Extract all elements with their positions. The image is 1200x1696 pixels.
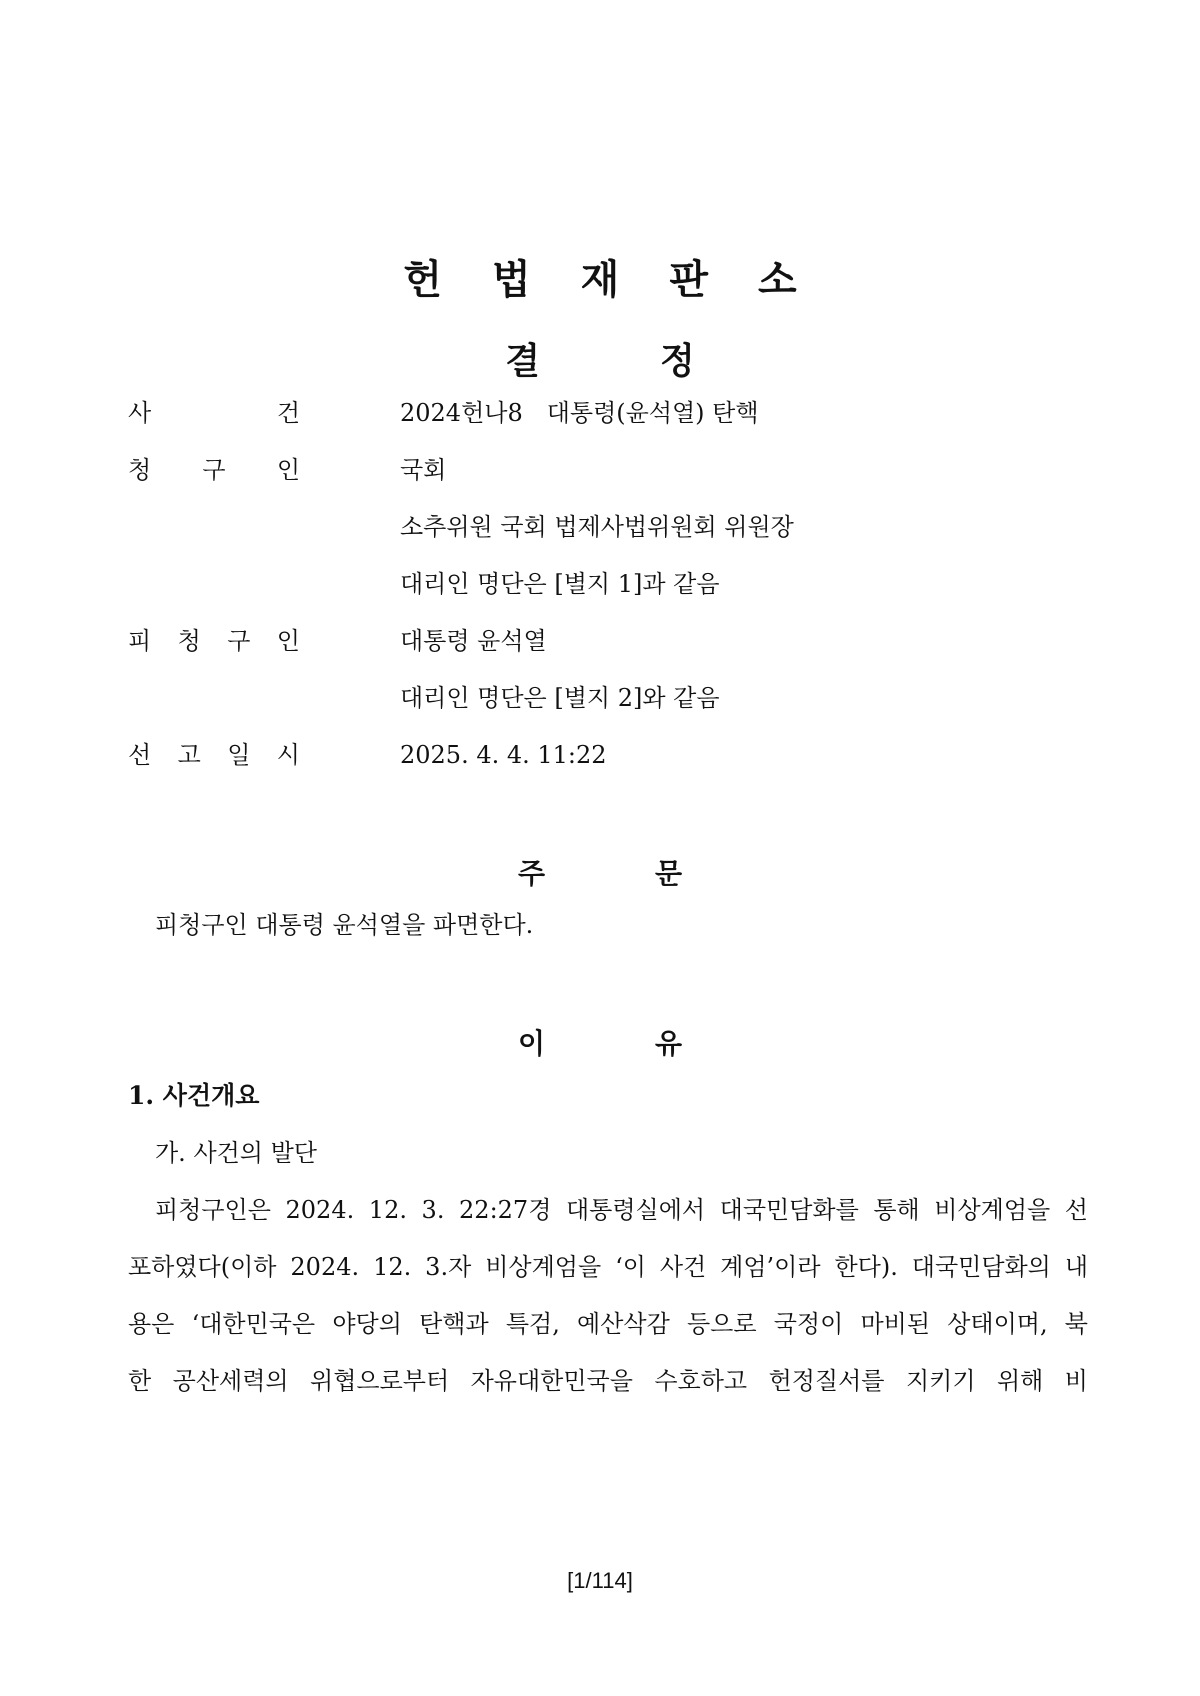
holding-heading: 주문 — [517, 857, 793, 890]
petitioner-label: 청 구 인 — [128, 456, 300, 484]
holding-text: 피청구인 대통령 윤석열을 파면한다. — [155, 911, 534, 939]
subsection-title: 가. 사건의 발단 — [155, 1139, 317, 1167]
court-name-char: 판 — [669, 257, 758, 303]
doc-type-char: 결 — [505, 341, 660, 382]
decision-date-label: 선 고 일 시 — [128, 741, 300, 769]
section-1-title: 1. 사건개요 — [128, 1081, 260, 1110]
petitioner-name: 국회 — [400, 456, 447, 484]
respondent-agents: 대리인 명단은 [별지 2]와 같음 — [400, 684, 720, 712]
court-name — [0, 248, 1200, 305]
petitioner-prosecutor: 소추위원 국회 법제사법위원회 위원장 — [400, 513, 794, 541]
court-name-char: 소 — [757, 257, 847, 303]
case-label: 사 건 — [128, 399, 300, 427]
paragraph-line: 피청구인은 2024. 12. 3. 22:27경 대통령실에서 대국민담화를 통해 비상계엄을 선 — [155, 1196, 1088, 1224]
respondent-name: 대통령 윤석열 — [400, 627, 547, 655]
paragraph-line: 용은 ‘대한민국은 야당의 탄핵과 특검, 예산삭감 등으로 국정이 마비된 상태이며, 북 — [128, 1310, 1088, 1338]
case-value: 2024헌나8 대통령(윤석열) 탄핵 — [400, 399, 759, 427]
respondent-label: 피 청 구 인 — [128, 627, 300, 655]
page-number: [1/114] — [567, 1568, 633, 1593]
petitioner-agents: 대리인 명단은 [별지 1]과 같음 — [400, 570, 720, 598]
paragraph-line: 포하였다(이하 2024. 12. 3.자 비상계엄을 ‘이 사건 계엄’이라 한다). 대국민담화의 내 — [128, 1253, 1088, 1281]
decision-date-value: 2025. 4. 4. 11:22 — [400, 741, 607, 769]
paragraph-line: 한 공산세력의 위협으로부터 자유대한민국을 수호하고 헌정질서를 지키기 위해 비 — [128, 1367, 1088, 1395]
doc-type-char: 정 — [660, 341, 815, 382]
document-type — [0, 333, 1200, 384]
reasoning-heading: 이유 — [517, 1027, 793, 1060]
court-name-char: 재 — [580, 257, 670, 303]
court-name-char: 헌 — [403, 257, 493, 303]
court-name-char: 법 — [492, 257, 581, 303]
